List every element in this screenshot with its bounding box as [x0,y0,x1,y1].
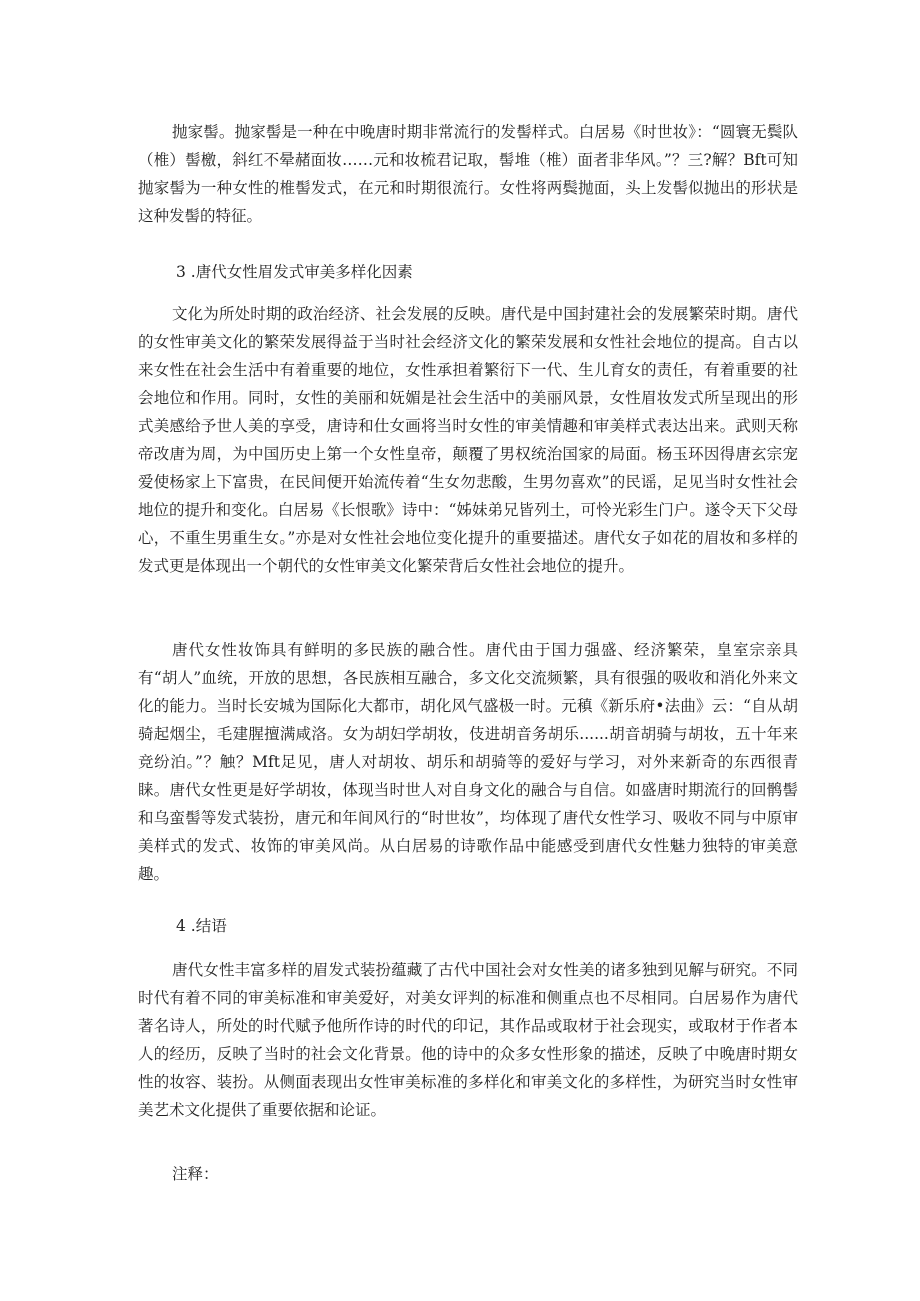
paragraph-paojiaji: 抛家髻。抛家髻是一种在中晚唐时期非常流行的发髻样式。白居易《时世妆》：“圆寰无鬓队（椎）髻檄，斜红不晕赭面妆……元和妆梳君记取，髻堆（椎）面者非华风。”？三?解？Bft可知抛家髻为一种女性的椎髻发式，在元和时期很流行。女性将两鬓抛面，头上发髻似抛出的形状是这种发髻的特征。 [138,123,798,225]
section-heading-4: 4 .结语 [176,917,227,935]
paragraph-conclusion: 唐代女性丰富多样的眉发式装扮蕴藏了古代中国社会对女性美的诸多独到见解与研究。不同时代有着不同的审美标准和审美爱好，对美女评判的标准和侧重点也不尽相同。白居易作为唐代著名诗人，所处的时代赋予他所作诗的时代的印记，其作品或取材于社会现实，或取材于作者本人的经历，反映了当时的社会文化背景。他的诗中的众多女性形象的描述，反映了中晚唐时期女性的妆容、装扮。从侧面表现出女性审美标准的多样化和审美文化的多样性，为研究当时女性审美艺术文化提供了重要依据和论证。 [138,961,798,1119]
paragraph-ethnic-fusion: 唐代女性妆饰具有鲜明的多民族的融合性。唐代由于国力强盛、经济繁荣，皇室宗亲具有“胡人”血统，开放的思想，各民族相互融合，多文化交流频繁，具有很强的吸收和消化外来文化的能力。当时长安城为国际化大都市，胡化风气盛极一时。元稹《新乐府•法曲》云：“自从胡骑起烟尘，毛建腥擅满咸洛。女为胡妇学胡妆，伎进胡音务胡乐......胡音胡骑与胡妆，五十年来竞纷泊。”？触？Mft足见，唐人对胡妆、胡乐和胡骑等的爱好与学习，对外来新奇的东西很青睐。唐代女性更是好学胡妆，体现当时世人对自身文化的融合与自信。如盛唐时期流行的回鹘髻和乌蛮髻等发式装扮，唐元和年间风行的“时世妆”，均体现了唐代女性学习、吸收不同与中原审美样式的发式、妆饰的审美风尚。从白居易的诗歌作品中能感受到唐代女性魅力独特的审美意趣。 [138,641,798,883]
notes-label: 注释： [172,1165,219,1183]
section-heading-3: 3 .唐代女性眉发式审美多样化因素 [176,263,413,281]
paragraph-culture-status: 文化为所处时期的政治经济、社会发展的反映。唐代是中国封建社会的发展繁荣时期。唐代的女性审美文化的繁荣发展得益于当时社会经济文化的繁荣发展和女性社会地位的提高。自古以来女性在社会生活中有着重要的地位，女性承担着繁衍下一代、生儿育女的责任，有着重要的社会地位和作用。同时，女性的美丽和妩媚是社会生活中的美丽风景，女性眉妆发式所呈现出的形式美感给予世人美的享受，唐诗和仕女画将当时女性的审美情趣和审美样式表达出来。武则天称帝改唐为周，为中国历史上第一个女性皇帝，颠覆了男权统治国家的局面。杨玉环因得唐玄宗宠爱使杨家上下富贵，在民间便开始流传着“生女勿悲酸，生男勿喜欢”的民谣，足见当时女性社会地位的提升和变化。白居易《长恨歌》诗中：“姊妹弟兄皆列土，可怜光彩生门户。遂令天下父母心，不重生男重生女。”亦是对女性社会地位变化提升的重要描述。唐代女子如花的眉妆和多样的发式更是体现出一个朝代的女性审美文化繁荣背后女性社会地位的提升。 [138,305,798,575]
